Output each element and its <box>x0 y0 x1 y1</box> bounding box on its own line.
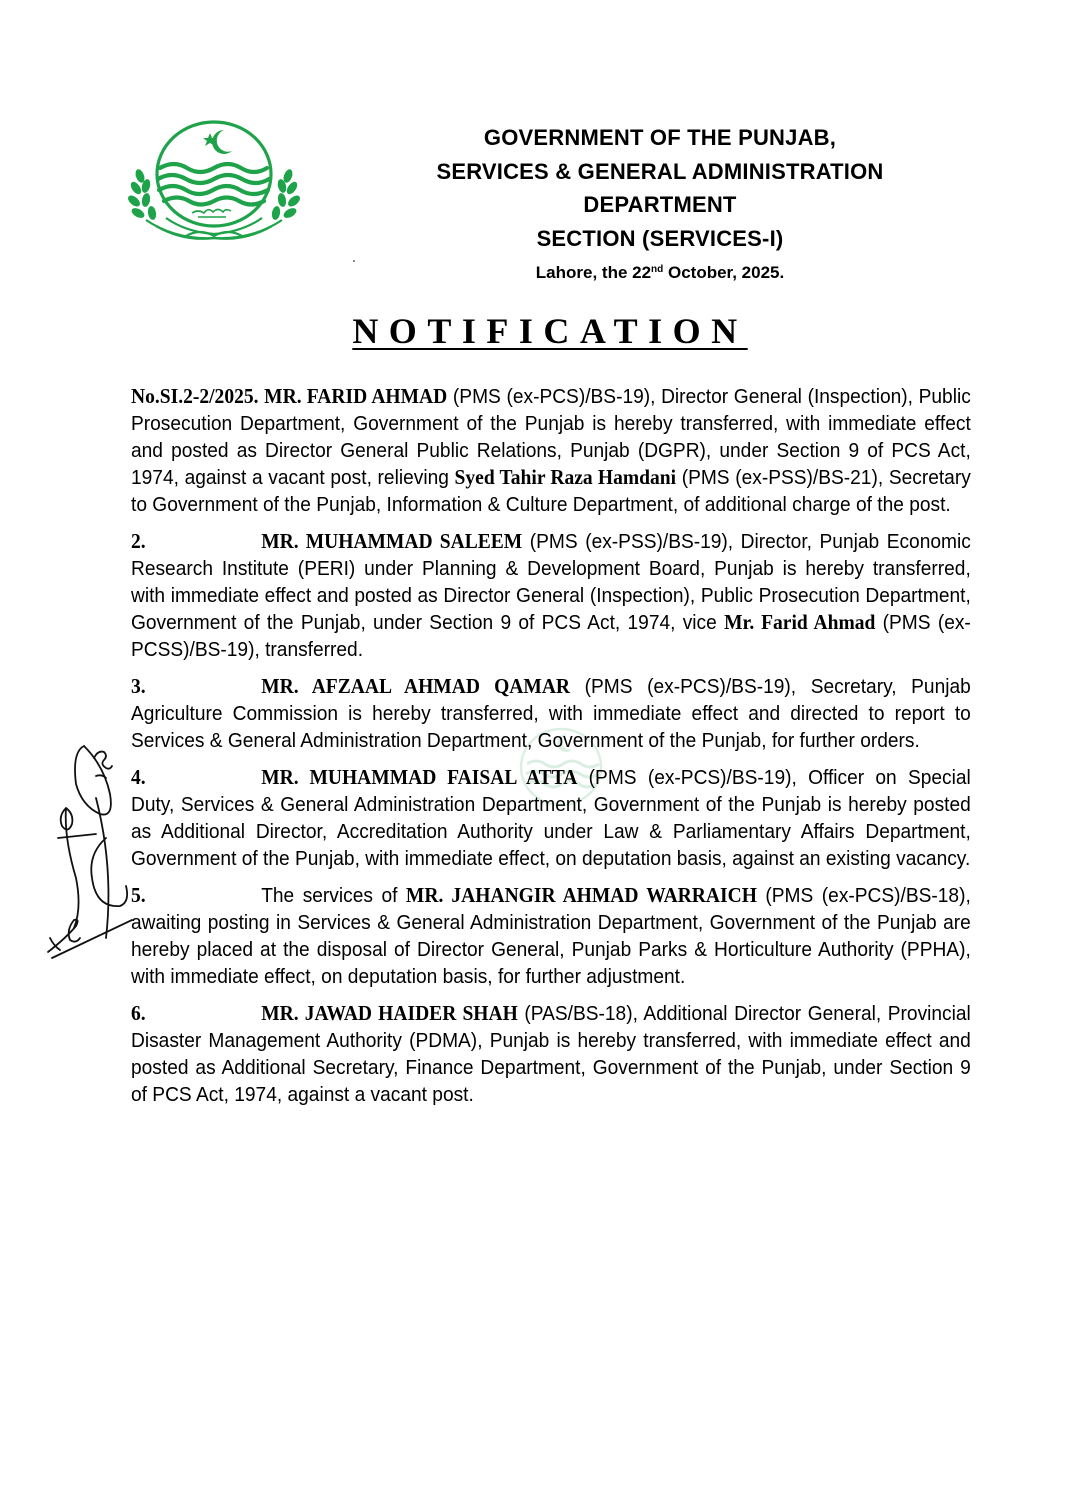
officer-name: MR. MUHAMMAD SALEEM <box>261 529 523 553</box>
paragraph-text: (PMS (ex-PSS)/BS-21), Secretary to Government of the Punjab, Information & Culture Department, of additional charge of the post. <box>131 466 971 516</box>
paragraph-1 <box>131 383 971 518</box>
date-line <box>380 262 940 284</box>
paragraph-6 <box>131 1000 971 1108</box>
date-rest: October, 2025. <box>663 263 785 282</box>
paragraph-text: (PMS (ex-PSS)/BS-19), Director, Punjab Economic Research Institute (PERI) under Planning & Development Board, Punjab is hereby transferred, with immediate effect and posted as Director General (Inspection), Public Prosecution Department, Government of the Punjab, under Section 9 of PCS Act, 1974, vice <box>131 530 971 634</box>
paragraph-text: The services of <box>261 884 406 907</box>
handwritten-signature-icon <box>38 738 138 968</box>
paragraph-text: (PMS (ex-PCS)/BS-19), Secretary, Punjab Agriculture Commission is hereby transferred, with immediate effect and directed to report to Services & General Administration Department, Government of the Punjab, for further orders. <box>131 675 971 752</box>
officer-name: Syed Tahir Raza Hamdani <box>454 465 677 489</box>
notification-body <box>131 383 971 1118</box>
header-line-department: SERVICES & GENERAL ADMINISTRATION <box>436 158 884 184</box>
notification-number: No.SI.2-2/2025. <box>131 384 259 408</box>
date-ordinal: nd <box>651 264 664 275</box>
paragraph-number: 3. <box>131 674 146 698</box>
paragraph-text: (PMS (ex-PCS)/BS-19), Director General (Inspection), Public Prosecution Department, Government of the Punjab is hereby transferred, with immediate effect and posted as Director General Public Relations, Punjab (DGPR), under Section 9 of PCS Act, 1974, against a vacant post, relieving <box>131 385 971 489</box>
document-title <box>340 309 760 353</box>
paragraph-number: 4. <box>131 765 146 789</box>
letterhead <box>380 121 940 255</box>
officer-name: MR. FARID AHMAD <box>264 384 448 408</box>
paragraph-text: (PMS (ex-PCSS)/BS-19), transferred. <box>131 611 971 661</box>
officer-name: MR. MUHAMMAD FAISAL ATTA <box>261 765 578 789</box>
officer-name: Mr. Farid Ahmad <box>724 610 876 634</box>
title-text: NOTIFICATION <box>352 311 748 351</box>
punjab-emblem-icon <box>126 118 302 248</box>
paragraph-text: (PMS (ex-PCS)/BS-19), Officer on Special Duty, Services & General Administration Department, Government of the Punjab is hereby posted as Additional Director, Accreditation Authority under Law & Parliamentary Affairs Department, Government of the Punjab, with immediate effect, on deputation basis, against an existing vacancy. <box>131 766 971 870</box>
paragraph-text: (PMS (ex-PCS)/BS-18), awaiting posting in Services & General Administration Department, Government of the Punjab are hereby placed at the disposal of Director General, Punjab Parks & Horticulture Authority (PPHA), with immediate effect, on deputation basis, for further adjustment. <box>131 884 971 988</box>
paragraph-number: 2. <box>131 529 146 553</box>
officer-name: MR. JAWAD HAIDER SHAH <box>261 1001 518 1025</box>
officer-name: MR. JAHANGIR AHMAD WARRAICH <box>405 883 757 907</box>
paragraph-number: 5. <box>131 883 146 907</box>
paragraph-2 <box>131 528 971 663</box>
header-line-section: SECTION (SERVICES-I) <box>536 225 784 251</box>
paragraph-5 <box>131 882 971 990</box>
paragraph-text: (PAS/BS-18), Additional Director General, Provincial Disaster Management Authority (PDMA), Punjab is hereby transferred, with immediate effect and posted as Additional Secretary, Finance Department, Government of the Punjab, under Section 9 of PCS Act, 1974, against a vacant post. <box>131 1002 971 1106</box>
officer-name: MR. AFZAAL AHMAD QAMAR <box>261 674 571 698</box>
paragraph-number: 6. <box>131 1001 146 1025</box>
date-prefix: Lahore, the 22 <box>535 263 652 282</box>
header-line-department-2: DEPARTMENT <box>583 192 737 217</box>
scan-artifact <box>353 260 355 262</box>
paragraph-4 <box>131 764 971 872</box>
header-line-government: GOVERNMENT OF THE PUNJAB, <box>483 125 837 150</box>
paragraph-3 <box>131 673 971 754</box>
